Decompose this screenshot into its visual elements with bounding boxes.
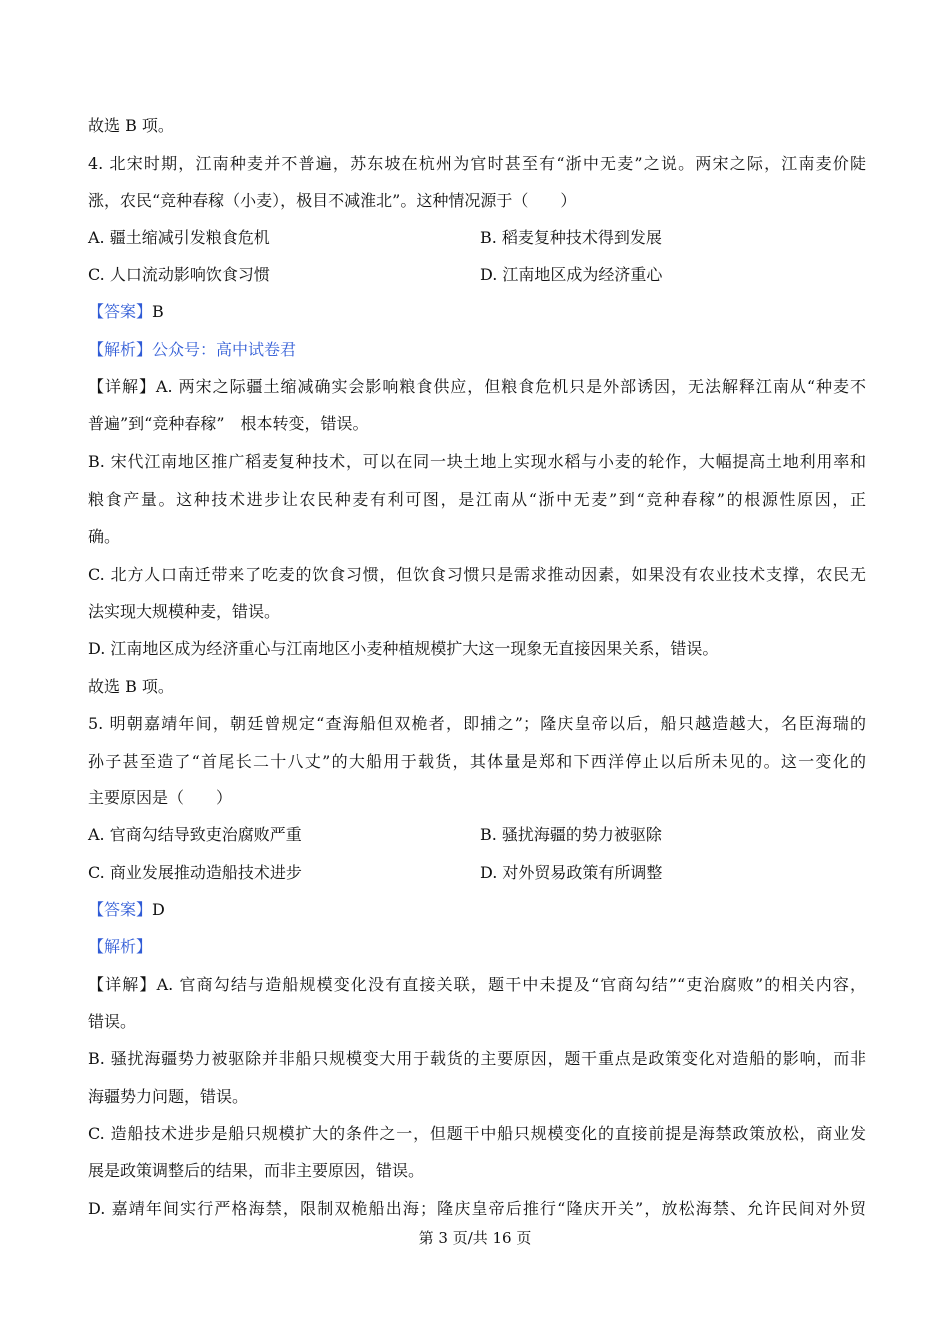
q4-detail-line-8: D. 江南地区成为经济重心与江南地区小麦种植规模扩大这一现象无直接因果关系，错误。 [88,639,719,658]
page-number-footer: 第 3 页/共 16 页 [418,1229,532,1247]
q4-answer-tag: 【答案】 [88,302,153,321]
q4-answer-value: B [152,302,164,321]
q4-detail-line-5: 确。 [88,527,121,546]
q4-detail-text-1: A. 两宋之际疆土缩减确实会影响粮食供应，但粮食危机只是外部诱因，无法解释江南从“种麦不 [155,377,866,396]
q5-stem-line-3: 主要原因是（ ） [88,788,233,807]
q4-analysis [88,340,296,360]
q4-detail-line-7: 法实现大规模种麦，错误。 [88,602,281,621]
q5-option-d: D. 对外贸易政策有所调整 [480,863,663,882]
q5-option-b: B. 骚扰海疆的势力被驱除 [480,825,662,844]
q5-detail-line-7: D. 嘉靖年间实行严格海禁，限制双桅船出海；隆庆皇帝后推行“隆庆开关”，放松海禁、允许民间对外贸 [88,1199,866,1218]
q4-stem-line-2: 涨，农民“竞种春稼（小麦），极目不减淮北”。这种情况源于（ ） [88,191,577,210]
q5-stem-line-2: 孙子甚至造了“首尾长二十八丈”的大船用于载货，其体量是郑和下西洋停止以后所未见的。这一变化的 [88,752,866,771]
q5-answer-tag: 【答案】 [88,900,153,919]
q4-option-d: D. 江南地区成为经济重心 [480,265,663,284]
q4-detail-line-6: C. 北方人口南迁带来了吃麦的饮食习惯，但饮食习惯只是需求推动因素，如果没有农业技术支撑，农民无 [88,565,866,584]
q4-detail-line-2: 普遍”到“竞种春稼” 根本转变，错误。 [88,414,369,433]
q5-answer-value: D [152,900,165,919]
q4-analysis-tag: 【解析】 [88,340,153,359]
q5-option-a: A. 官商勾结导致吏治腐败严重 [88,825,302,844]
q5-option-c: C. 商业发展推动造船技术进步 [88,863,302,882]
q4-option-b: B. 稻麦复种技术得到发展 [480,228,662,247]
q5-analysis-tag: 【解析】 [88,937,153,956]
q4-answer [88,302,164,322]
q4-detail-line-1 [88,377,866,397]
q5-detail-line-4: 海疆势力问题，错误。 [88,1087,249,1106]
q5-answer [88,900,165,920]
q4-detail-line-4: 粮食产量。这种技术进步让农民种麦有利可图，是江南从“浙中无麦”到“竞种春稼”的根源性原因，正 [88,490,866,509]
q4-detail-line-3: B. 宋代江南地区推广稻麦复种技术，可以在同一块土地上实现水稻与小麦的轮作，大幅提高土地利用率和 [88,452,866,471]
q5-detail-line-6: 展是政策调整后的结果，而非主要原因，错误。 [88,1161,425,1180]
q4-stem-line-1: 4. 北宋时期，江南种麦并不普遍，苏东坡在杭州为官时甚至有“浙中无麦”之说。两宋之际，江南麦价陡 [88,154,866,173]
q5-detail-line-2: 错误。 [88,1012,137,1031]
q4-analysis-note: 公众号：高中试卷君 [152,340,297,359]
q5-detail-tag: 【详解】 [88,975,157,994]
q5-detail-text-1: A. 官商勾结与造船规模变化没有直接关联，题干中未提及“官商勾结”“吏治腐败”的相关内容， [156,975,866,994]
previous-conclusion: 故选 B 项。 [88,116,174,135]
q4-detail-tag: 【详解】 [88,377,156,396]
q5-stem-line-1: 5. 明朝嘉靖年间，朝廷曾规定“查海船但双桅者，即捕之”；隆庆皇帝以后，船只越造越大，名臣海瑞的 [88,714,866,733]
q5-detail-line-3: B. 骚扰海疆势力被驱除并非船只规模变大用于载货的主要原因，题干重点是政策变化对造船的影响，而非 [88,1049,866,1068]
q4-option-c: C. 人口流动影响饮食习惯 [88,265,270,284]
q4-conclusion: 故选 B 项。 [88,677,174,696]
q5-detail-line-5: C. 造船技术进步是船只规模扩大的条件之一，但题干中船只规模变化的直接前提是海禁政策放松，商业发 [88,1124,866,1143]
q5-detail-line-1 [88,975,866,995]
q4-option-a: A. 疆土缩减引发粮食危机 [88,228,270,247]
